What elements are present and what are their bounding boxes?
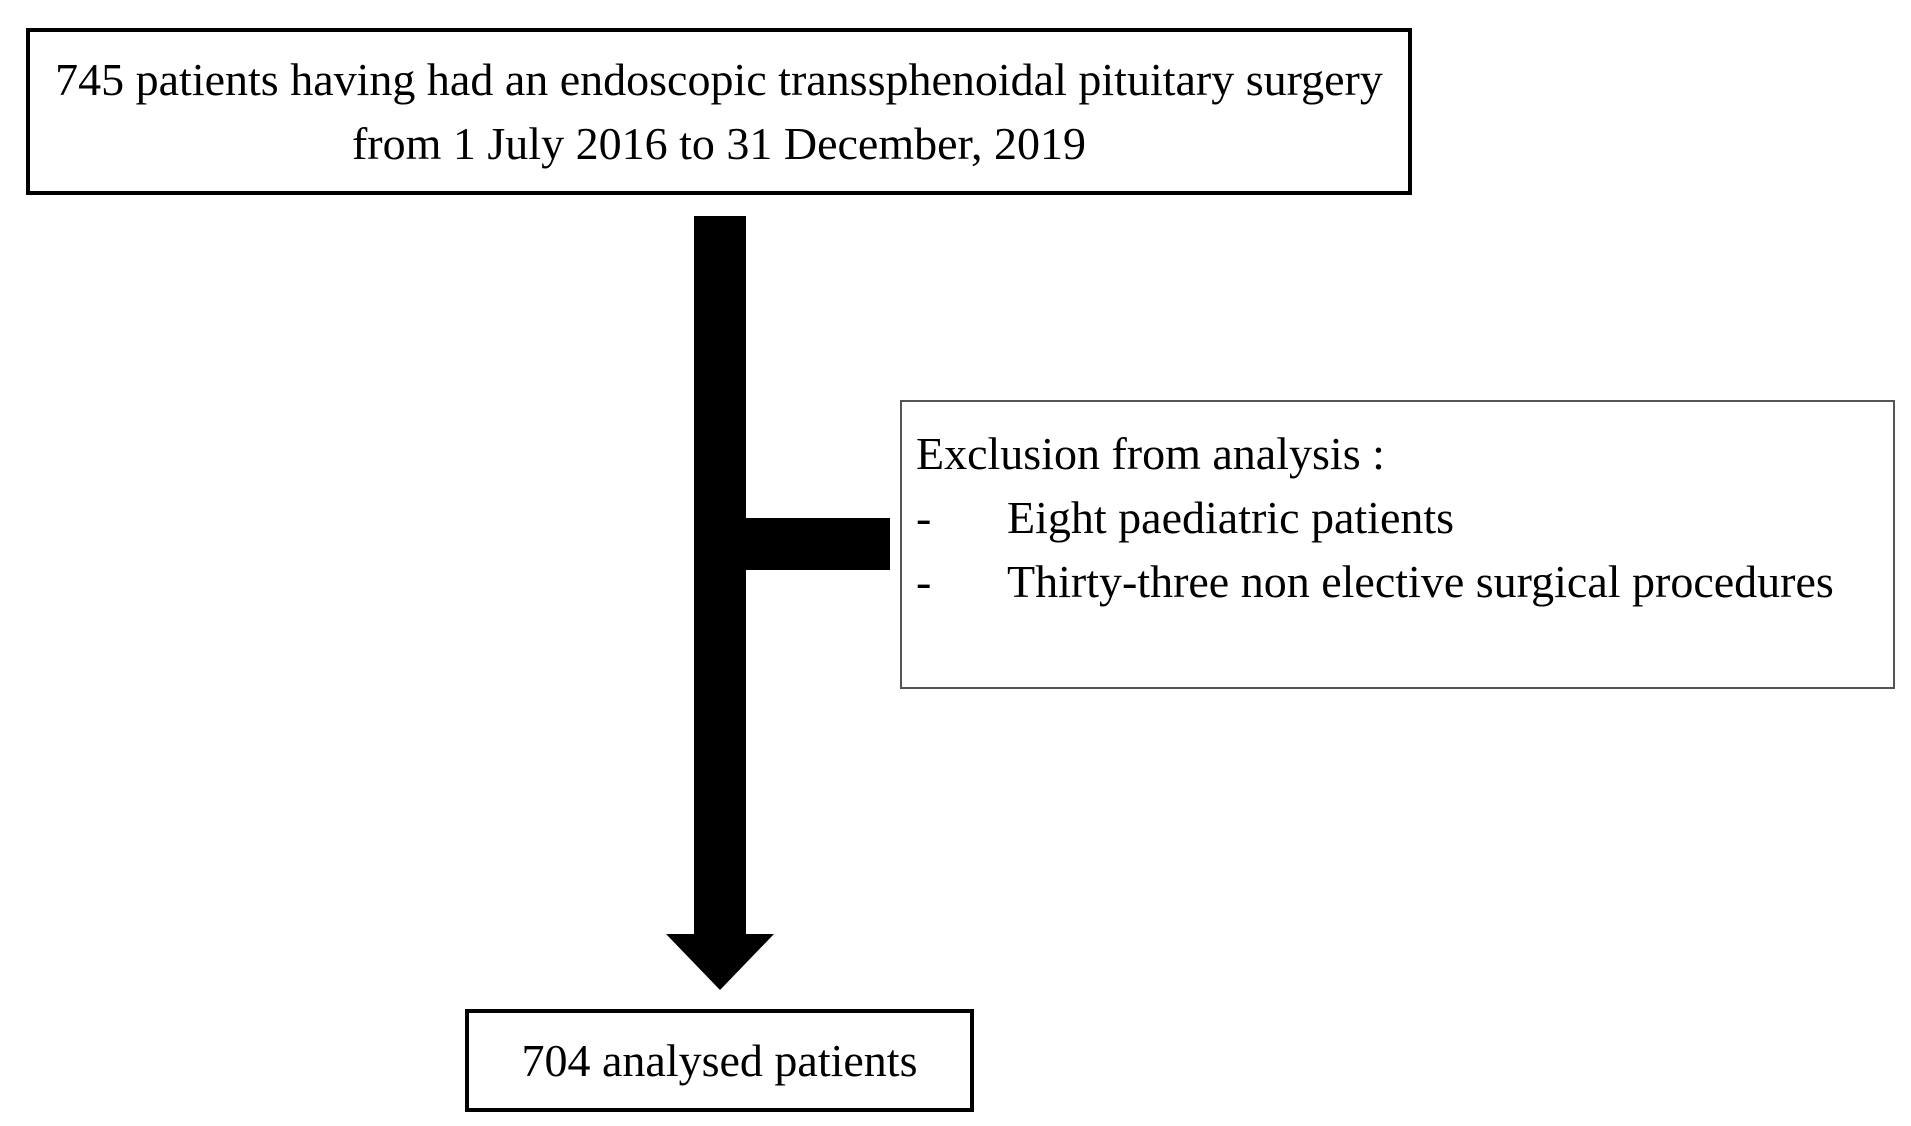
arrow-shaft bbox=[694, 216, 746, 938]
exclusion-item bbox=[916, 550, 1879, 614]
start-box-text: 745 patients having had an endoscopic transsphenoidal pituitary surgery from 1 July 2016 to 31 December, 2019 bbox=[55, 53, 1383, 169]
exclusion-branch bbox=[720, 518, 890, 570]
exclusion-item-text: Thirty-three non elective surgical procedures bbox=[1007, 556, 1834, 607]
arrow-head bbox=[666, 934, 774, 990]
exclusion-heading: Exclusion from analysis : bbox=[916, 428, 1385, 479]
exclusion-bullet: - bbox=[916, 556, 932, 607]
exclusion-item bbox=[916, 486, 1879, 550]
end-box bbox=[465, 1009, 974, 1112]
exclusion-item-text: Eight paediatric patients bbox=[1007, 492, 1455, 543]
end-box-text: 704 analysed patients bbox=[521, 1034, 918, 1086]
exclusion-box bbox=[900, 400, 1895, 689]
start-box bbox=[26, 28, 1412, 195]
exclusion-bullet: - bbox=[916, 492, 932, 543]
